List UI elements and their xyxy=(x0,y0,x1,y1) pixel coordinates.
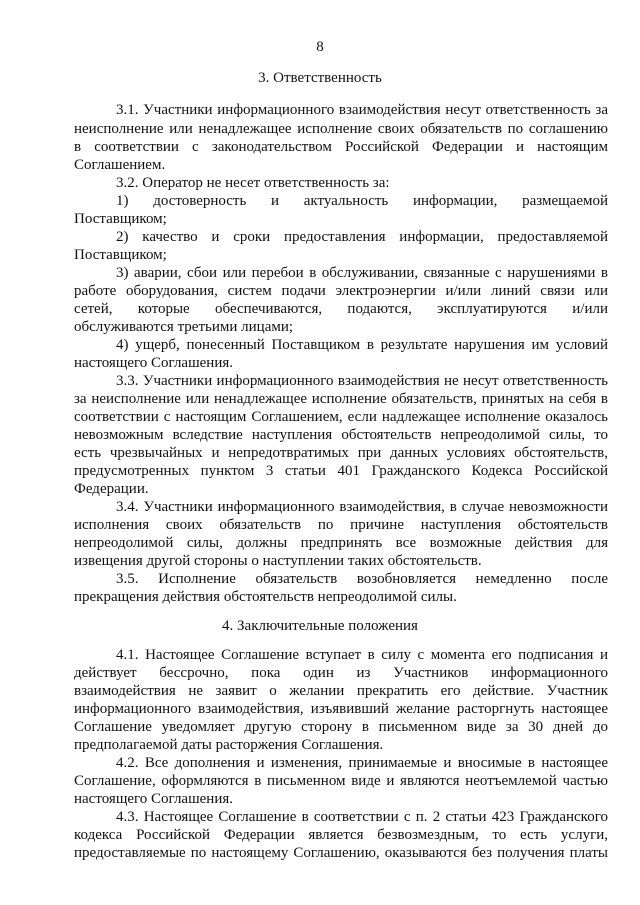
text-line: настоящего Соглашения. xyxy=(74,791,234,807)
text-line: Поставщиком; xyxy=(74,247,167,263)
text-line: Соглашение уведомляет другую сторону в письменном виде за 30 дней до xyxy=(74,719,608,735)
text-line: неисполнение или ненадлежащее исполнение своих обязательств по соглашению xyxy=(74,121,608,137)
text-line: сетей, которые обеспечиваются, подаются, эксплуатируются и/или xyxy=(74,301,608,317)
text-line: 3.3. Участники информационного взаимодействия не несут ответственность xyxy=(116,373,608,389)
text-line: 3.1. Участники информационного взаимодействия несут ответственность за xyxy=(116,102,608,118)
text-line: Соглашение, оформляются в письменном виде и являются неотъемлемой частью xyxy=(74,773,608,789)
text-line: настоящего Соглашения. xyxy=(74,355,234,371)
text-line: за неисполнение или ненадлежащее исполнение обязательств, принятых на себя в xyxy=(74,391,608,407)
text-line: 3) аварии, сбои или перебои в обслуживании, связанные с нарушениями в xyxy=(116,265,608,281)
text-line: 4) ущерб, понесенный Поставщиком в результате нарушения им условий xyxy=(116,337,608,353)
text-line: извещения другой стороны о наступлении таких обстоятельств. xyxy=(74,553,482,569)
text-line: 1) достоверность и актуальность информации, размещаемой xyxy=(116,193,608,209)
page-number: 8 xyxy=(316,39,324,55)
text-line: исполнения своих обязательств по причине наступления обстоятельств xyxy=(74,517,608,533)
text-line: работе оборудования, систем подачи электроэнергии и/или линий связи или xyxy=(74,283,608,299)
text-line: взаимодействия не заявит о желании прекратить его действие. Участник xyxy=(74,683,608,699)
text-line: 4.2. Все дополнения и изменения, принимаемые и вносимые в настоящее xyxy=(116,755,608,771)
text-line: соответствии с настоящим Соглашением, если надлежащее исполнение оказалось xyxy=(74,409,608,425)
text-line: обслуживаются третьими лицами; xyxy=(74,319,294,335)
text-line: 4.3. Настоящее Соглашение в соответствии с п. 2 статьи 423 Гражданского xyxy=(116,809,608,825)
text-line: предоставляемые по настоящему Соглашению, оказываются без получения платы xyxy=(74,845,608,861)
text-line: 3.5. Исполнение обязательств возобновляется немедленно после xyxy=(116,571,608,587)
section-3-heading: 3. Ответственность xyxy=(258,70,382,86)
text-line: 2) качество и сроки предоставления информации, предоставляемой xyxy=(116,229,608,245)
text-line: предусмотренных пунктом 3 статьи 401 Гражданского Кодекса Российской xyxy=(74,463,608,479)
text-line: Федерации. xyxy=(74,481,149,497)
text-line: Соглашением. xyxy=(74,157,166,173)
text-line: кодекса Российской Федерации является безвозмездным, то есть услуги, xyxy=(74,827,608,843)
text-line: есть чрезвычайных и непредотвратимых при данных условиях обстоятельств, xyxy=(74,445,608,461)
text-line: невозможным вследствие наступления обстоятельств непреодолимой силы, то xyxy=(74,427,608,443)
text-line: Поставщиком; xyxy=(74,211,167,227)
text-line: прекращения действия обстоятельств непреодолимой силы. xyxy=(74,589,457,605)
text-line: 4.1. Настоящее Соглашение вступает в силу с момента его подписания и xyxy=(116,647,608,663)
text-line: действует бессрочно, пока один из Участников информационного xyxy=(74,665,608,681)
text-line: непреодолимой силы, должны предпринять все возможные действия для xyxy=(74,535,608,551)
section-4-heading: 4. Заключительные положения xyxy=(222,618,418,634)
text-line: 3.4. Участники информационного взаимодействия, в случае невозможности xyxy=(116,499,608,515)
text-line: в соответствии с законодательством Российской Федерации и настоящим xyxy=(74,139,608,155)
text-line: предполагаемой даты расторжения Соглашения. xyxy=(74,737,384,753)
text-line: 3.2. Оператор не несет ответственность за: xyxy=(116,175,390,191)
text-line: информационного взаимодействия, изъявивший желание расторгнуть настоящее xyxy=(74,701,608,717)
